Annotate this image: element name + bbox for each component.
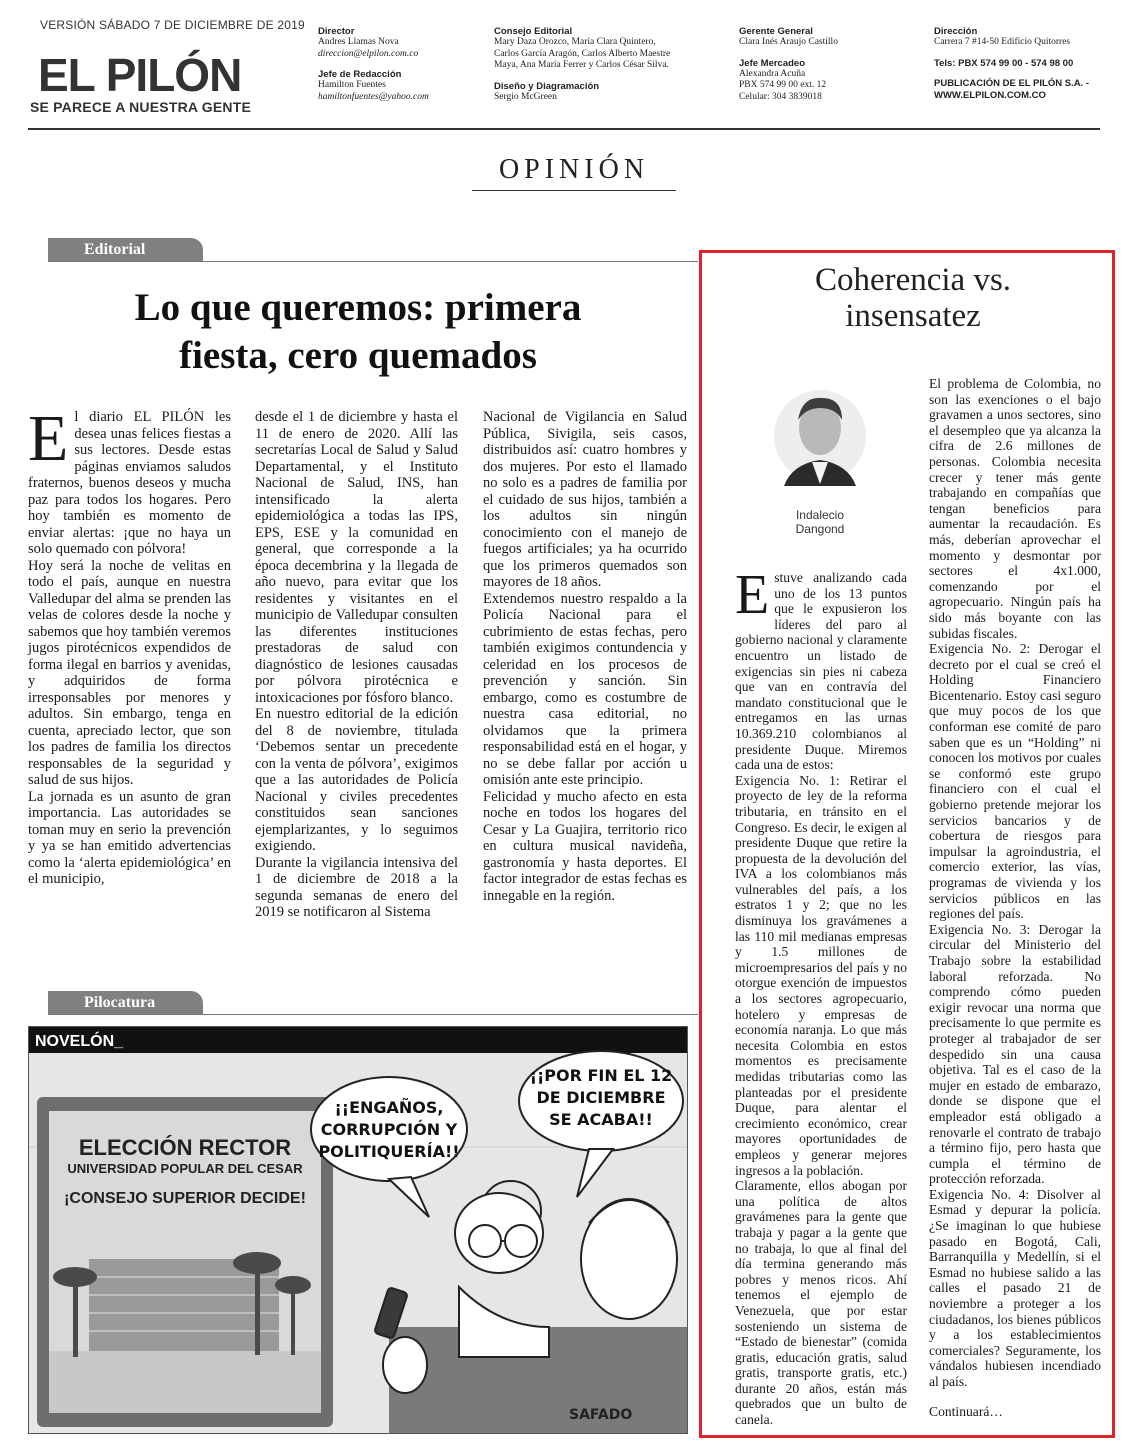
bubble-left-line-3: POLITIQUERÍA!! — [318, 1142, 460, 1161]
opinion-headline-line-2: insensatez — [845, 298, 981, 334]
editorial-paragraph: desde el 1 de diciembre y hasta el 11 de enero de 2020. Allí las secretarías Local de Salud y Salud Departamental, y el Instituto Nacional de Salud, INS, han intensificado la alerta epidemiológica a todas las IPS, EPS, ESE y la comunidad en general, que corresponde a la época decembrina y la llegada de año nuevo, para evitar que los residentes y visitantes en el municipio de Valledupar consulten las diferentes instituciones prestadoras de salud con diagnóstico de lesiones causadas por pólvora pirotécnica e intoxicaciones por fósforo blanco. — [255, 409, 458, 706]
mercadeo-cel: Celular: 304 3839018 — [739, 91, 822, 102]
consejo-line-1: Mary Daza Orozco, María Clara Quintero, — [494, 37, 656, 47]
redaccion-email: hamiltonfuentes@yahoo.com — [318, 91, 429, 102]
pilocatura-tab-line — [48, 1014, 698, 1015]
author-first-name: Indalecio — [795, 508, 845, 522]
pilocatura-tab: Pilocatura — [48, 991, 203, 1015]
bubble-left-line-1: ¡¡ENGAÑOS, — [334, 1098, 444, 1117]
continued-note: Continuará… — [929, 1403, 1003, 1419]
opinion-headline-line-1: Coherencia vs. — [814, 262, 1012, 298]
opinion-column-1 — [735, 564, 907, 1428]
direccion-role: Dirección — [934, 26, 978, 37]
director-name: Andres Llamas Nova — [318, 37, 399, 47]
opinion-paragraph: Exigencia No. 1: Retirar el proyecto de ley de la reforma tributaria, en tránsito en el Congreso. Es decir, le exigen al presidente Duque que retire la propuesta de la devolución del IVA a los colombianos más vulnerables del país, a los estratos 1 y 2; que no les disminuya los gravámenes a las 110 mil medianas empresas y 1.5 millones de microempresarios del país y no otorgue exención de impuestos a los sectores agropecuario, hotelero y empresas de economía naranja. Lo que más necesita Colombia en estos momentos es precisamente medidas tributarias como las planteadas por el presidente Duque, para alentar el crecimiento económico, crear mayores oportunidades de empleos y generar mejores ingresos a la población. — [735, 772, 907, 1178]
opinion-paragraph: El problema de Colombia, no son las exenciones o el bajo gravamen a unos sectores, sino el desempleo que ya alcanza la cifra de 2.6 millones de personas. Colombia necesita crecer y tener más gente trabajando en compañías que tengan beneficios para aumentar la recaudación. Es más, deberían aprovechar el momento y desmontar por sectores el 4x1.000, comenzando por el agropecuario. Ningún país ha sido más boyante con las subidas fiscales. — [929, 376, 1101, 641]
consejo-line-2: Carlos García Aragón, Carlos Alberto Maestre — [494, 48, 671, 59]
consejo-line-3: Maya, Ana Maria Ferrer y Carlos César Silva. — [494, 60, 669, 70]
opinion-paragraph: Exigencia No. 2: Derogar el decreto por el cual se creó el Holding Financiero Bicentenario. Estoy casi seguro que muy pocos de los que conforman ese comité de paro saben que es un “Holding” ni conocen los motivos por cuales se conformó este grupo financiero con el cual el gobierno pretende mejorar los servicios bancarios y de cobertura de riesgos para impulsar la agroindustria, el comercio exterior, las vías, programas de vivienda y los servicios públicos en las regiones del país. — [929, 641, 1101, 922]
consejo-role: Consejo Editorial — [494, 26, 573, 37]
editorial-headline-line-1: Lo que queremos: primera — [134, 286, 582, 329]
author-byline — [760, 508, 880, 536]
bubble-right-line-1: ¡¡POR FIN EL 12 — [529, 1066, 673, 1085]
section-title-rule — [472, 190, 676, 191]
director-email: direccion@elpilon.com.co — [318, 48, 419, 59]
tv-title: ELECCIÓN RECTOR — [78, 1135, 292, 1160]
publicacion-line-2: WWW.ELPILON.COM.CO — [934, 89, 1046, 101]
director-role: Director — [318, 26, 355, 37]
author-photo — [772, 376, 868, 496]
newspaper-logo: EL PILÓN — [38, 49, 242, 101]
strip-title: NOVELÓN_ — [35, 1033, 124, 1050]
author-portrait-icon — [772, 376, 868, 496]
editorial-paragraph: En nuestro editorial de la edición del 8 de noviembre, titulada ‘Debemos sentar un precedente con la venta de pólvora’, exigimos que a las autoridades de Policía Nacional y civiles precedentes constituidos sean sanciones ejemplarizantes, y lo seguimos exigiendo. — [255, 706, 458, 854]
credits-director — [318, 26, 478, 103]
tv-subtitle: UNIVERSIDAD POPULAR DEL CESAR — [67, 1161, 303, 1176]
mercadeo-role: Jefe Mercadeo — [739, 57, 806, 69]
editorial-column-2 — [255, 409, 458, 921]
bubble-right-line-3: SE ACABA!! — [549, 1110, 653, 1129]
redaccion-name: Hamilton Fuentes — [318, 80, 386, 90]
newspaper-slogan: SE PARECE A NUESTRA GENTE — [30, 99, 251, 115]
cartoon-illustration — [29, 1027, 688, 1434]
editorial-headline — [48, 284, 668, 380]
diseno-role: Diseño y Diagramación — [494, 80, 600, 92]
editorial-paragraph: Hoy será la noche de velitas en todo el país, aunque en nuestra Valledupar del alma se prenden las velas de colores desde la noche y sabemos que hoy también veremos jugos pirotécnicos expendidos de forma ilegal en barrios y avenidas, y adquiridos de forma irresponsables por menores y adultos. Sin embargo, tenga en cuenta, apreciado lector, que son los padres de familia los directos responsables de la seguridad y salud de sus hijos. — [28, 557, 231, 788]
editorial-paragraph: La jornada es un asunto de gran importancia. Las autoridades se toman muy en serio la prevención y ya se han emitido advertencias como la ‘alerta epidemiológica’ en el municipio, — [28, 788, 231, 887]
redaccion-role: Jefe de Redacción — [318, 69, 402, 80]
editorial-paragraph: Extendemos nuestro respaldo a la Policía Nacional para el cubrimiento de estas fechas, pero también exigimos contundencia y celeridad en los procesos de prevención y sanción. Sin embargo, como es costumbre de nuestra casa editorial, no olvidamos que la primera responsabilidad está en el hogar, y no se debe fallar por acción u omisión ante este principio. — [483, 590, 687, 788]
editorial-tab-line — [48, 261, 698, 262]
editorial-paragraph: Nacional de Vigilancia en Salud Pública, Sivigila, seis casos, distribuidos así: cuatro hombres y dos mujeres. Por esto el llamado no solo es a padres de familia por el cuidado de sus hijos, también a los adultos sin ningún conocimiento con el manejo de fuegos artificiales; ya ha ocurrido que los primeros quemados son mayores de 18 años. — [483, 409, 687, 590]
opinion-paragraph: Claramente, ellos abogan por una política de altos gravámenes para la gente que trabaja y pagar a la gente que no trabaja, lo que al final del día termina generando más pobres y menos ricos. Ahí tenemos el ejemplo de Venezuela, que por estar sosteniendo un sistema de “Estado de bienestar” (comida gratis, educación gratis, salud gratis, transporte gratis, etc.) durante 20 años, están más quebrados que un bulto de canela. — [735, 1178, 907, 1428]
masthead-rule — [28, 128, 1100, 130]
editorial-paragraph: l diario EL PILÓN les desea unas felices fiestas a sus lectores. Desde estas páginas enviamos saludos fraternos, buenos deseos y mucha paz para todos los hogares. Pero hoy también es momento de enviar alertas: ¡que no haya un solo quemado con pólvora! — [28, 409, 231, 557]
editorial-paragraph: Durante la vigilancia intensiva del 1 de diciembre de 2018 a la segunda semanas de enero del 2019 se notificaron al Sistema — [255, 854, 458, 920]
credits-direccion — [934, 26, 1104, 101]
mercadeo-name: Alexandra Acuña — [739, 68, 806, 79]
gerente-name: Clara Inés Araujo Castillo — [739, 37, 838, 47]
editorial-headline-line-2: fiesta, cero quemados — [179, 334, 537, 377]
mercadeo-pbx: PBX 574 99 00 ext. 12 — [739, 80, 827, 90]
bubble-left-line-2: CORRUPCIÓN Y — [320, 1120, 458, 1139]
credits-gerencia — [739, 26, 909, 103]
section-title: OPINIÓN — [498, 154, 650, 185]
editorial-paragraph: Felicidad y mucho afecto en esta noche en todos los hogares del Cesar y La Guajira, territorio rico en cultura musical navideña, gastronomía y hasta deportes. El factor integrador de estas fechas es innegable en la región. — [483, 788, 687, 904]
editorial-column-1 — [28, 402, 231, 888]
opinion-headline — [740, 262, 1086, 334]
tv-caption: ¡CONSEJO SUPERIOR DECIDE! — [64, 1190, 306, 1207]
credits-consejo — [494, 26, 714, 103]
editorial-column-3 — [483, 409, 687, 904]
direccion-phones: Tels: PBX 574 99 00 - 574 98 00 — [934, 57, 1074, 69]
publicacion-line-1: PUBLICACIÓN DE EL PILÓN S.A. - — [934, 78, 1090, 89]
cartoon-signature: SAFADO — [569, 1407, 633, 1423]
opinion-paragraph: Exigencia No. 4: Disolver al Esmad y depurar la policía. ¿Se imaginan lo que hubiese pasado en Bogotá, Cali, Barranquilla y Medellín, si el Esmad no hubiese salido a las calles el pasado 21 de noviembre a proteger a los ciudadanos, los bienes públicos y a los establecimientos comerciales? Seguramente, los vándalos hubiesen incendiado al país. — [929, 1186, 1101, 1389]
edition-date: VERSIÓN SÁBADO 7 DE DICIEMBRE DE 2019 — [40, 18, 305, 32]
diseno-name: Sergio McGreen — [494, 91, 557, 102]
opinion-dropcap: E — [735, 564, 770, 626]
opinion-paragraph: stuve analizando cada uno de los 13 puntos que le expusieron los líderes del paro al gobierno nacional y claramente encuentro un listado de exigencias sin pies ni cabeza que van en contravía del mandato constitucional que le entregamos en las urnas 10.369.210 colombianos al presidente Duque. Miremos cada una de estos: — [735, 570, 907, 773]
bubble-right-line-2: DE DICIEMBRE — [536, 1088, 666, 1107]
cartoon-panel — [28, 1026, 688, 1434]
direccion-address: Carrera 7 #14-50 Edificio Quitorres — [934, 37, 1071, 47]
gerente-role: Gerente General — [739, 26, 813, 37]
opinion-column-2 — [929, 376, 1101, 1419]
editorial-dropcap: E — [28, 402, 69, 475]
opinion-paragraph: Exigencia No. 3: Derogar la circular del Ministerio del Trabajo sobre la estabilidad laboral reforzada. No comprendo cómo pueden exigir revocar una norma que precisamente lo que permite es proteger al trabajador de ser despedido sin una causa objetiva. Tal es el caso de la mujer en estado de embarazo, donde se dispone que el empleador está obligado a renovarle el contrato de trabajo a término fijo, pero hasta que cumpla el término de protección reforzada. — [929, 921, 1101, 1187]
author-last-name: Dangond — [795, 522, 845, 536]
editorial-tab: Editorial — [48, 238, 203, 262]
